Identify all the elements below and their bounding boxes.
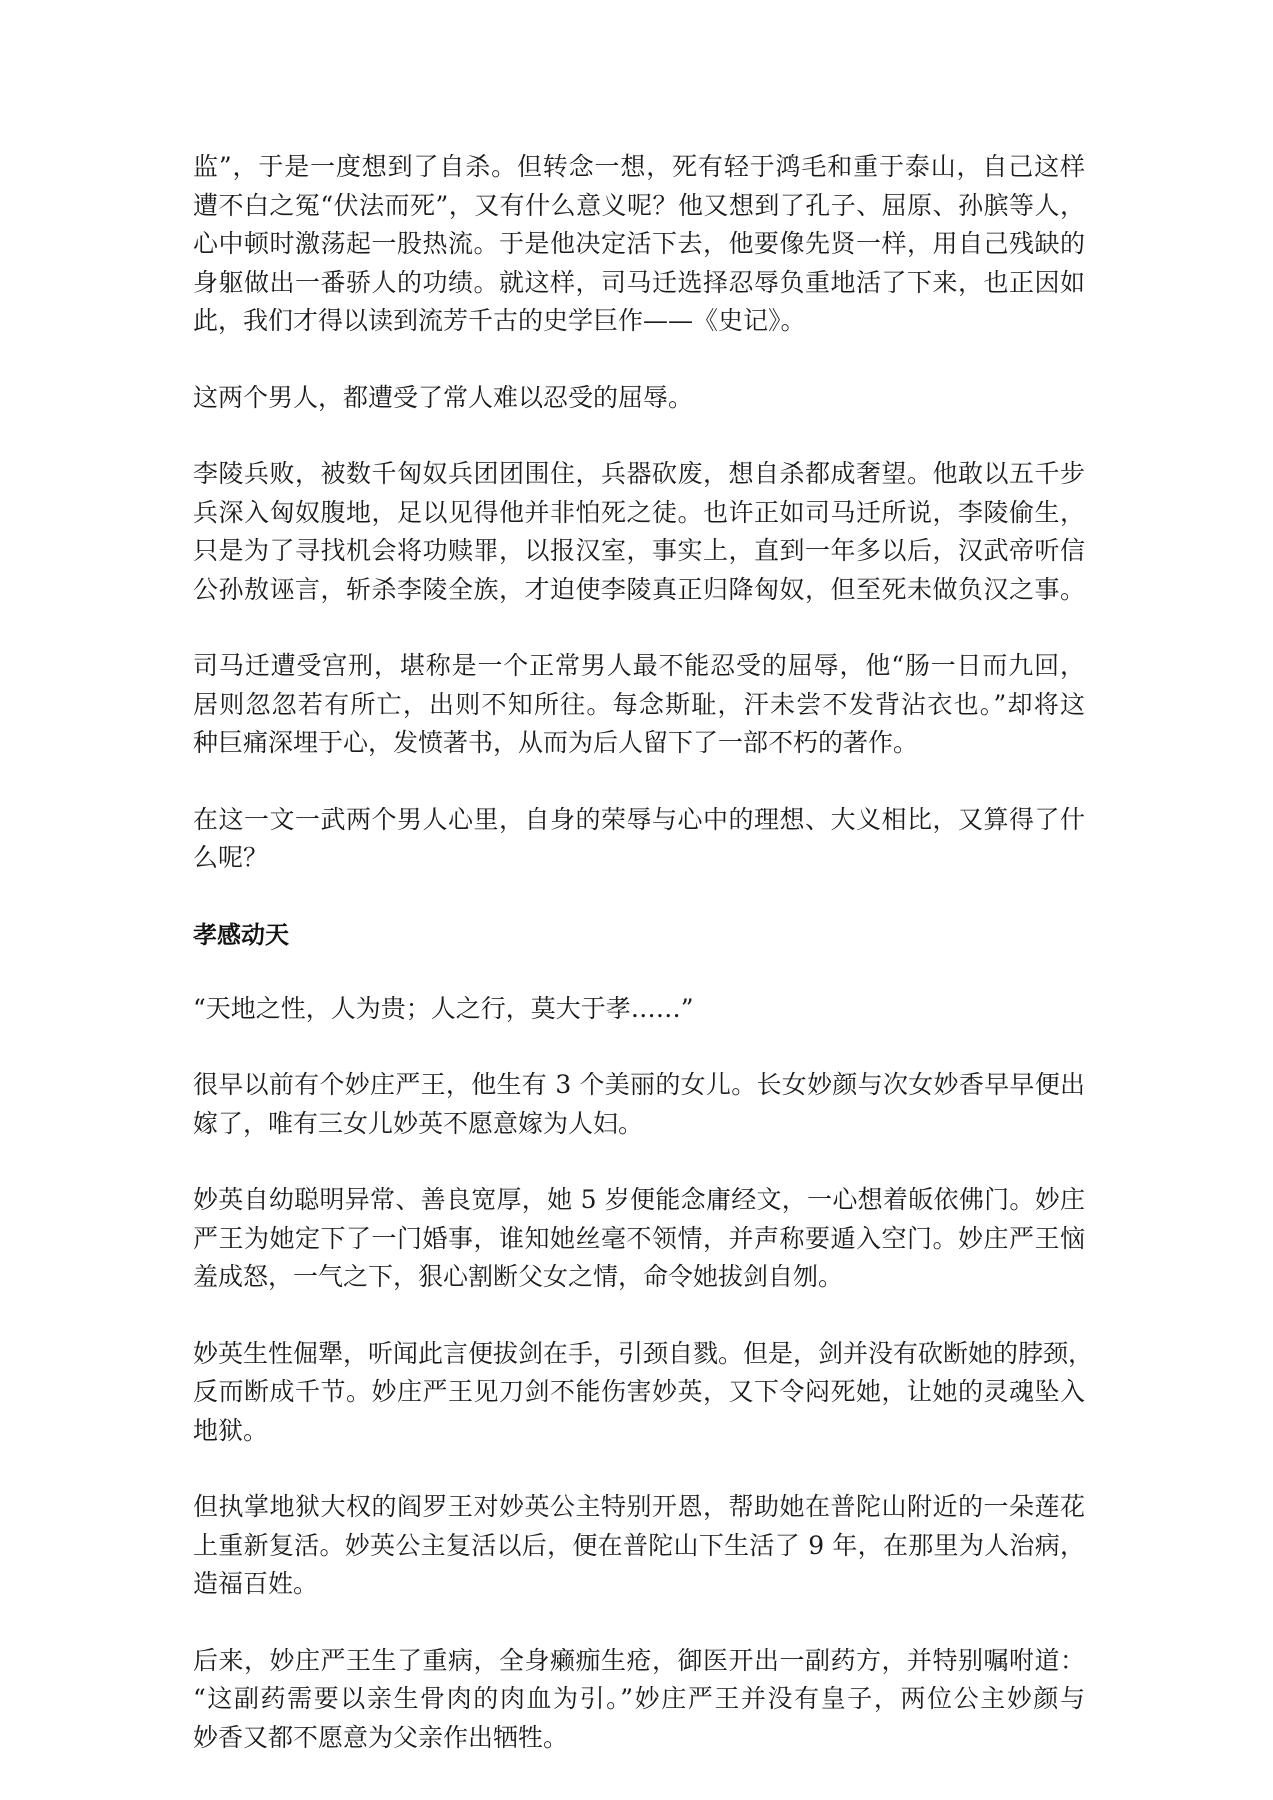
text-line: 地狱。: [193, 1415, 269, 1445]
text-line: 妙英生性倔犟，听闻此言便拔剑在手，引颈自戮。但是，剑并没有砍断她的脖颈，: [193, 1338, 1094, 1368]
paragraph: [193, 1066, 1085, 1143]
section-one: [193, 148, 1085, 878]
paragraph: [193, 148, 1085, 341]
text-line: 心中顿时激荡起一股热流。于是他决定活下去，他要像先贤一样，用自己残缺的: [193, 229, 1085, 258]
section-two: [193, 990, 1094, 1758]
paragraph: [193, 379, 1085, 418]
text-line: “这副药需要以亲生骨肉的肉血为引。”妙庄严王并没有皇子，两位公主妙颜与: [193, 1684, 1085, 1713]
paragraph: [193, 1181, 1085, 1297]
paragraph: [193, 1488, 1085, 1604]
document-page: [193, 148, 1094, 1795]
text-line: “天地之性，人为贵；人之行，莫大于孝……”: [193, 993, 694, 1023]
text-line: 身躯做出一番骄人的功绩。就这样，司马迁选择忍辱负重地活了下来，也正因如: [193, 267, 1085, 297]
text-line: 兵深入匈奴腹地，足以见得他并非怕死之徒。也许正如司马迁所说，李陵偷生，: [193, 497, 1085, 527]
text-line: 嫁了，唯有三女儿妙英不愿意嫁为人妇。: [193, 1108, 644, 1138]
text-line: 此，我们才得以读到流芳千古的史学巨作——《史记》。: [193, 306, 806, 335]
paragraph: [193, 1335, 1094, 1451]
text-line: 司马迁遭受宫刑，堪称是一个正常男人最不能忍受的屈辱，他“肠一日而九回，: [193, 651, 1085, 680]
text-line: 反而断成千节。妙庄严王见刀剑不能伤害妙英，又下令闷死她，让她的灵魂坠入: [193, 1377, 1085, 1406]
text-line: 上重新复活。妙英公主复活以后，便在普陀山下生活了 9 年，在那里为人治病，: [193, 1530, 1085, 1560]
text-line: 么呢？: [193, 843, 269, 872]
paragraph: [193, 801, 1085, 878]
paragraph: [193, 455, 1085, 609]
text-line: 在这一文一武两个男人心里，自身的荣辱与心中的理想、大义相比，又算得了什: [193, 804, 1085, 834]
text-line: 羞成怒，一气之下，狠心割断父女之情，命令她拔剑自刎。: [193, 1262, 844, 1291]
paragraph: [193, 990, 1085, 1029]
text-line: 后来，妙庄严王生了重病，全身癞痂生疮，御医开出一副药方，并特别嘱咐道：: [193, 1645, 1085, 1675]
text-line: 居则忽忽若有所亡，出则不知所往。每念斯耻，汗未尝不发背沾衣也。”却将这: [193, 689, 1085, 719]
text-line: 严王为她定下了一门婚事，谁知她丝毫不领情，并声称要遁入空门。妙庄严王恼: [193, 1223, 1085, 1253]
section-heading: 孝感动天: [193, 920, 289, 949]
text-line: 妙香又都不愿意为父亲作出牺牲。: [193, 1722, 569, 1752]
text-line: 造福百姓。: [193, 1569, 319, 1598]
paragraph: [193, 647, 1085, 763]
text-line: 遭不白之冤“伏法而死”，又有什么意义呢？他又想到了孔子、屈原、孙膑等人，: [193, 190, 1085, 220]
text-line: 公孙敖诬言，斩杀李陵全族，才迫使李陵真正归降匈奴，但至死未做负汉之事。: [193, 574, 1085, 604]
text-line: 种巨痛深埋于心，发愤著书，从而为后人留下了一部不朽的著作。: [193, 728, 919, 757]
text-line: 李陵兵败，被数千匈奴兵团团围住，兵器砍废，想自杀都成奢望。他敢以五千步: [193, 459, 1085, 488]
text-line: 这两个男人，都遭受了常人难以忍受的屈辱。: [193, 382, 694, 412]
text-line: 很早以前有个妙庄严王，他生有 3 个美丽的女儿。长女妙颜与次女妙香早早便出: [193, 1070, 1085, 1099]
text-line: 监”，于是一度想到了自杀。但转念一想，死有轻于鸿毛和重于泰山，自己这样: [193, 152, 1085, 181]
text-line: 但执掌地狱大权的阎罗王对妙英公主特别开恩，帮助她在普陀山附近的一朵莲花: [193, 1492, 1085, 1521]
text-line: 妙英自幼聪明异常、善良宽厚，她 5 岁便能念庸经文，一心想着皈依佛门。妙庄: [193, 1185, 1085, 1214]
text-line: 只是为了寻找机会将功赎罪，以报汉室，事实上，直到一年多以后，汉武帝听信: [193, 536, 1085, 565]
paragraph: [193, 1642, 1085, 1758]
